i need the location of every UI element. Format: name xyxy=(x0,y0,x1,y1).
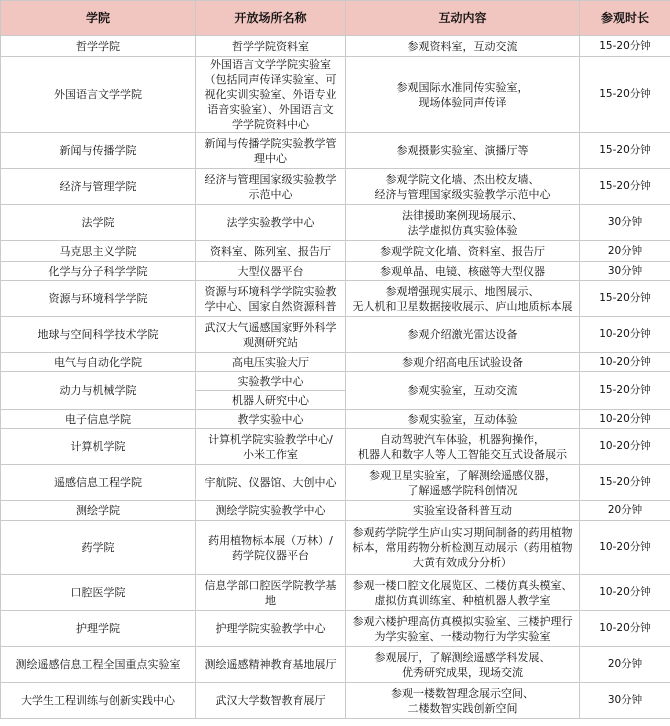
venue-cell-line: 测绘学院实验教学中心 xyxy=(215,504,326,517)
table-row xyxy=(1,647,670,683)
content-cell xyxy=(346,36,580,57)
table-row xyxy=(1,611,670,647)
venue-cell-line: 新闻与传播学院实验教学管 xyxy=(204,136,337,150)
content-cell xyxy=(346,133,580,169)
venue-cell xyxy=(196,521,346,575)
content-cell xyxy=(346,281,580,317)
venue-cell xyxy=(196,205,346,241)
venue-cell-line: 测绘遥感精神教育基地展厅 xyxy=(204,658,337,671)
table-row xyxy=(1,410,670,429)
content-cell-line: 二楼数智实践创新空间 xyxy=(407,701,518,715)
header-duration: 参观时长 xyxy=(580,1,670,36)
duration-cell: 15-20分钟 xyxy=(580,465,670,501)
duration-cell: 30分钟 xyxy=(580,262,670,281)
venue-cell-line: 宇航院、仪器馆、大创中心 xyxy=(204,476,337,489)
content-cell-line: 大黄有效成分分析） xyxy=(413,556,512,569)
college-cell: 地球与空间科学技术学院 xyxy=(1,317,196,353)
content-cell-line: 法学虚拟仿真实验体验 xyxy=(407,223,518,237)
venue-cell-line: 高电压实验大厅 xyxy=(232,355,309,369)
content-cell-line: 经济与管理国家级实验教学示范中心 xyxy=(374,187,551,201)
venue-cell-line: 视化实训实验室、外语专业 xyxy=(204,88,337,101)
venue-cell-line: 机器人研究中心 xyxy=(232,393,309,407)
venue-cell-line: 药用植物标本展（万林）/ xyxy=(208,533,333,547)
venue-cell xyxy=(196,36,346,57)
content-cell-line: 参观介绍高电压试验设备 xyxy=(402,355,523,369)
content-cell-line: 参观药学院学生庐山实习期间制备的药用植物 xyxy=(352,526,573,539)
content-cell xyxy=(346,169,580,205)
college-cell: 计算机学院 xyxy=(1,429,196,465)
venue-cell-line: 武汉大气遥感国家野外科学 xyxy=(204,320,337,334)
duration-cell: 15-20分钟 xyxy=(580,169,670,205)
college-cell: 电子信息学院 xyxy=(1,410,196,429)
content-cell-line: 参观学院文化墙、杰出校友墙、 xyxy=(385,172,540,186)
venue-cell-line: 外国语言文学学院实验室 xyxy=(210,58,331,71)
table-row xyxy=(1,57,670,133)
venue-cell xyxy=(196,353,346,372)
college-cell: 测绘遥感信息工程全国重点实验室 xyxy=(1,647,196,683)
venue-cell xyxy=(196,169,346,205)
duration-cell: 15-20分钟 xyxy=(580,57,670,133)
college-cell: 资源与环境科学学院 xyxy=(1,281,196,317)
content-cell-line: 参观资料室，互动交流 xyxy=(407,39,518,53)
content-cell-line: 参观摄影实验室、演播厅等 xyxy=(396,144,529,157)
venue-cell-line: 语音实验室）、外国语言文 xyxy=(207,103,334,116)
venue-cell xyxy=(196,281,346,317)
content-cell xyxy=(346,647,580,683)
college-cell: 护理学院 xyxy=(1,611,196,647)
venue-cell-line: 资料室、陈列室、报告厅 xyxy=(210,244,331,258)
college-cell: 化学与分子科学学院 xyxy=(1,262,196,281)
content-cell-line: 参观一楼口腔文化展览区、二楼仿真头模室、 xyxy=(352,578,573,592)
venue-cell-line: 经济与管理国家级实验教学 xyxy=(204,172,337,186)
content-cell-line: 参观六楼护理高仿真模拟实验室、三楼护理行 xyxy=(352,614,573,628)
duration-cell: 20分钟 xyxy=(580,241,670,262)
venue-cell xyxy=(196,391,346,410)
venue-cell xyxy=(196,317,346,353)
content-cell xyxy=(346,521,580,575)
venue-cell xyxy=(196,57,346,133)
duration-cell: 10-20分钟 xyxy=(580,611,670,647)
table-row xyxy=(1,683,670,719)
table-row xyxy=(1,133,670,169)
duration-cell: 15-20分钟 xyxy=(580,372,670,410)
venue-cell xyxy=(196,501,346,521)
header-content: 互动内容 xyxy=(346,1,580,36)
venue-cell-line: 药学院仪器平台 xyxy=(232,548,309,562)
table-row xyxy=(1,429,670,465)
venue-cell-line: 武汉大学数智教育展厅 xyxy=(215,694,326,707)
content-cell-line: 现场体验同声传译 xyxy=(418,95,507,109)
content-cell-line: 标本，常用药物分析检测互动展示（药用植物 xyxy=(352,541,573,554)
venue-cell-line: 护理学院实验教学中心 xyxy=(215,622,326,635)
college-cell: 新闻与传播学院 xyxy=(1,133,196,169)
duration-cell: 20分钟 xyxy=(580,501,670,521)
venue-cell-line: 理中心 xyxy=(254,151,287,165)
venue-cell xyxy=(196,133,346,169)
content-cell xyxy=(346,575,580,611)
content-cell xyxy=(346,57,580,133)
content-cell-line: 了解遥感学院科创情况 xyxy=(407,483,518,497)
content-cell-line: 为学实验室、一楼动物行为学实验室 xyxy=(374,629,551,643)
table-row xyxy=(1,241,670,262)
table-row xyxy=(1,262,670,281)
duration-cell: 30分钟 xyxy=(580,683,670,719)
college-cell: 马克思主义学院 xyxy=(1,241,196,262)
venue-cell xyxy=(196,372,346,391)
content-cell-line: 参观国际水准同传实验室， xyxy=(396,80,529,94)
venue-cell-line: 观测研究站 xyxy=(243,335,298,349)
college-cell: 哲学学院 xyxy=(1,36,196,57)
header-venue: 开放场所名称 xyxy=(196,1,346,36)
college-cell: 口腔医学院 xyxy=(1,575,196,611)
content-cell-line: 参观实验室，互动体验 xyxy=(407,412,518,426)
venue-cell-line: 法学实验教学中心 xyxy=(226,216,315,229)
venue-cell xyxy=(196,683,346,719)
header-row xyxy=(1,1,670,36)
table-row xyxy=(1,372,670,391)
venue-cell xyxy=(196,647,346,683)
college-cell: 法学院 xyxy=(1,205,196,241)
duration-cell: 10-20分钟 xyxy=(580,521,670,575)
table-row xyxy=(1,281,670,317)
content-cell xyxy=(346,611,580,647)
content-cell xyxy=(346,410,580,429)
content-cell-line: 参观增强现实展示、地图展示、 xyxy=(385,284,540,298)
content-cell xyxy=(346,683,580,719)
content-cell-line: 实验室设备科普互动 xyxy=(413,504,512,517)
table-row xyxy=(1,465,670,501)
content-cell xyxy=(346,241,580,262)
content-cell-line: 虚拟仿真训练室、种植机器人教学室 xyxy=(374,593,551,607)
venue-cell xyxy=(196,465,346,501)
content-cell-line: 参观一楼数智理念展示空间、 xyxy=(391,686,534,700)
college-cell: 药学院 xyxy=(1,521,196,575)
content-cell-line: 参观单晶、电镜、核磁等大型仪器 xyxy=(380,264,545,278)
content-cell-line: 法律援助案例现场展示、 xyxy=(402,208,523,222)
content-cell xyxy=(346,501,580,521)
duration-cell: 10-20分钟 xyxy=(580,317,670,353)
content-cell xyxy=(346,205,580,241)
venue-cell-line: 小米工作室 xyxy=(243,447,298,461)
content-cell-line: 参观展厅，了解测绘遥感学科发展、 xyxy=(374,650,551,664)
venue-cell-line: 学中心、国家自然资源科普 xyxy=(204,299,337,313)
content-cell xyxy=(346,353,580,372)
venue-cell-line: 地 xyxy=(265,593,276,607)
duration-cell: 10-20分钟 xyxy=(580,410,670,429)
content-cell xyxy=(346,465,580,501)
college-cell: 大学生工程训练与创新实践中心 xyxy=(1,683,196,719)
duration-cell: 15-20分钟 xyxy=(580,36,670,57)
venue-cell-line: 资源与环境科学学院实验教 xyxy=(204,284,337,298)
table-row xyxy=(1,169,670,205)
venue-cell xyxy=(196,262,346,281)
venue-cell-line: 示范中心 xyxy=(248,187,293,201)
duration-cell: 30分钟 xyxy=(580,205,670,241)
college-cell: 动力与机械学院 xyxy=(1,372,196,410)
venue-cell-line: 哲学学院资料室 xyxy=(232,39,309,53)
content-cell-line: 参观学院文化墙、资料室、报告厅 xyxy=(380,244,545,258)
venue-cell-line: 信息学部口腔医学院教学基 xyxy=(204,578,337,592)
duration-cell: 15-20分钟 xyxy=(580,133,670,169)
venue-cell xyxy=(196,575,346,611)
table-row xyxy=(1,353,670,372)
venue-cell xyxy=(196,429,346,465)
venue-cell-line: 实验教学中心 xyxy=(237,374,304,388)
table-row xyxy=(1,205,670,241)
venue-cell-line: 大型仪器平台 xyxy=(237,264,304,278)
table-body xyxy=(1,36,670,719)
content-cell xyxy=(346,317,580,353)
college-cell: 遥感信息工程学院 xyxy=(1,465,196,501)
table-row xyxy=(1,317,670,353)
venue-cell xyxy=(196,410,346,429)
content-cell-line: 无人机和卫星数据接收展示、庐山地质标本展 xyxy=(352,299,573,313)
content-cell-line: 自动驾驶汽车体验，机器狗操作， xyxy=(380,432,545,446)
venue-cell-line: 学学院资料中心 xyxy=(232,118,309,131)
college-cell: 测绘学院 xyxy=(1,501,196,521)
content-cell-line: 参观实验室，互动交流 xyxy=(407,384,518,397)
venue-cell xyxy=(196,241,346,262)
venue-cell-line: （包括同声传译实验室、可 xyxy=(204,73,337,86)
duration-cell: 15-20分钟 xyxy=(580,281,670,317)
duration-cell: 20分钟 xyxy=(580,647,670,683)
content-cell xyxy=(346,429,580,465)
content-cell-line: 优秀研究成果，现场交流 xyxy=(402,665,523,679)
venue-cell xyxy=(196,611,346,647)
content-cell xyxy=(346,372,580,410)
college-cell: 外国语言文学学院 xyxy=(1,57,196,133)
college-cell: 电气与自动化学院 xyxy=(1,353,196,372)
table-row xyxy=(1,501,670,521)
duration-cell: 10-20分钟 xyxy=(580,353,670,372)
content-cell xyxy=(346,262,580,281)
venue-cell-line: 计算机学院实验教学中心/ xyxy=(208,432,333,446)
table-row xyxy=(1,521,670,575)
duration-cell: 10-20分钟 xyxy=(580,429,670,465)
table-row xyxy=(1,36,670,57)
venue-cell-line: 教学实验中心 xyxy=(237,412,304,426)
content-cell-line: 参观卫星实验室，了解测绘遥感仪器， xyxy=(369,468,556,482)
college-cell: 经济与管理学院 xyxy=(1,169,196,205)
duration-cell: 10-20分钟 xyxy=(580,575,670,611)
table-row xyxy=(1,575,670,611)
content-cell-line: 参观介绍激光雷达设备 xyxy=(407,328,518,341)
content-cell-line: 机器人和数字人等人工智能交互式设备展示 xyxy=(358,447,567,461)
header-college: 学院 xyxy=(1,1,196,36)
